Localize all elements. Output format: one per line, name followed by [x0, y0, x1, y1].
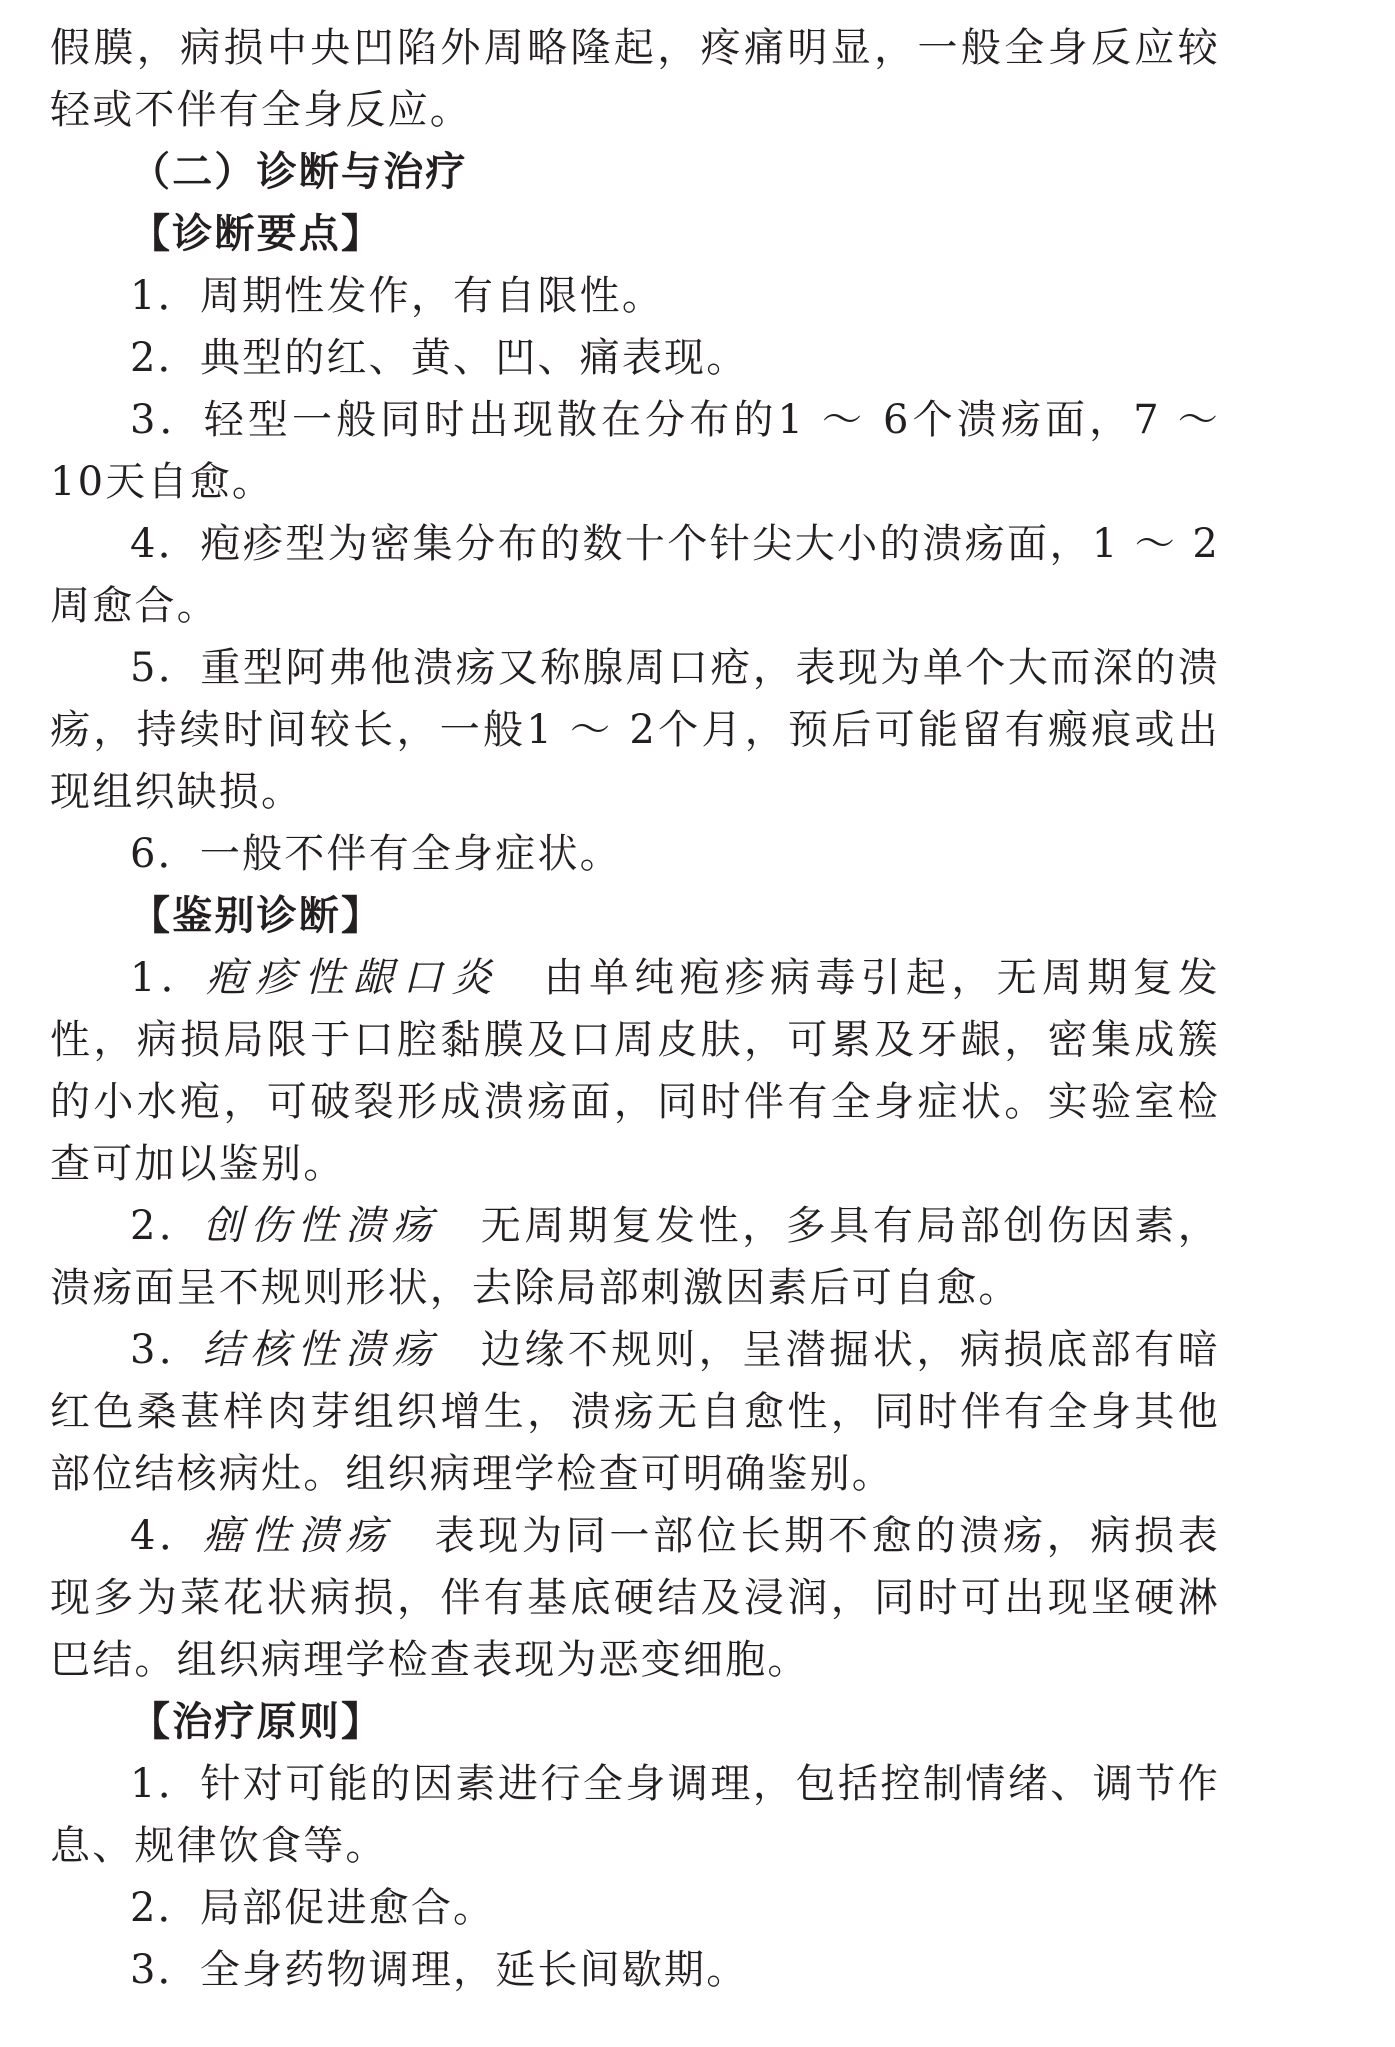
differential-item-description: 无周期复发性，多具有局部创伤因素，溃疡面呈不规则形状，去除局部刺激因素后可自愈。	[50, 1203, 1220, 1311]
differential-item	[50, 1505, 1220, 1691]
section-title: （二）诊断与治疗	[130, 149, 468, 195]
intro-paragraph: 假膜，病损中央凹陷外周略隆起，疼痛明显，一般全身反应较轻或不伴有全身反应。	[50, 25, 1220, 133]
diagnosis-point: 6．一般不伴有全身症状。	[130, 831, 622, 877]
differential-item-description: 表现为同一部位长期不愈的溃疡，病损表现多为菜花状病损，伴有基底硬结及浸润，同时可出现坚硬淋巴结。组织病理学检查表现为恶变细胞。	[50, 1513, 1220, 1683]
diagnosis-point: 4．疱疹型为密集分布的数十个针尖大小的溃疡面，1 ～ 2周愈合。	[50, 521, 1220, 629]
document-body	[50, 17, 1220, 2001]
treatment-item: 1．针对可能的因素进行全身调理，包括控制情绪、调节作息、规律饮食等。	[50, 1761, 1220, 1869]
treatment-item: 3．全身药物调理，延长间歇期。	[130, 1947, 749, 1993]
differential-item-term: 结核性溃疡	[202, 1327, 440, 1373]
differential-item-number: 3．	[130, 1327, 203, 1373]
diagnosis-point: 1．周期性发作，有自限性。	[130, 273, 665, 319]
differential-item-number: 4．	[130, 1513, 203, 1559]
differential-diagnosis-heading: 【鉴别诊断】	[130, 893, 384, 939]
differential-item-term: 创伤性溃疡	[202, 1203, 440, 1249]
differential-item-number: 1．	[130, 955, 207, 1001]
diagnosis-point: 3．轻型一般同时出现散在分布的1 ～ 6个溃疡面，7 ～ 10天自愈。	[50, 397, 1220, 505]
diagnosis-points-heading: 【诊断要点】	[130, 211, 384, 257]
differential-item-description: 边缘不规则，呈潜掘状，病损底部有暗红色桑葚样肉芽组织增生，溃疡无自愈性，同时伴有全身其他部位结核病灶。组织病理学检查可明确鉴别。	[50, 1327, 1220, 1497]
diagnosis-point: 2．典型的红、黄、凹、痛表现。	[130, 335, 749, 381]
differential-item	[50, 1195, 1220, 1319]
treatment-principles-heading: 【治疗原则】	[130, 1699, 384, 1745]
differential-item	[50, 947, 1220, 1195]
diagnosis-point: 5．重型阿弗他溃疡又称腺周口疮，表现为单个大而深的溃疡，持续时间较长，一般1 ～ 2个月，预后可能留有瘢痕或出现组织缺损。	[50, 645, 1220, 815]
differential-item-term: 疱疹性龈口炎	[206, 955, 501, 1001]
treatment-item: 2．局部促进愈合。	[130, 1885, 496, 1931]
differential-item-number: 2．	[130, 1203, 203, 1249]
differential-item-description: 由单纯疱疹病毒引起，无周期复发性，病损局限于口腔黏膜及口周皮肤，可累及牙龈，密集成簇的小水疱，可破裂形成溃疡面，同时伴有全身症状。实验室检查可加以鉴别。	[50, 955, 1221, 1187]
differential-item	[50, 1319, 1220, 1505]
differential-item-term: 癌性溃疡	[202, 1513, 393, 1559]
